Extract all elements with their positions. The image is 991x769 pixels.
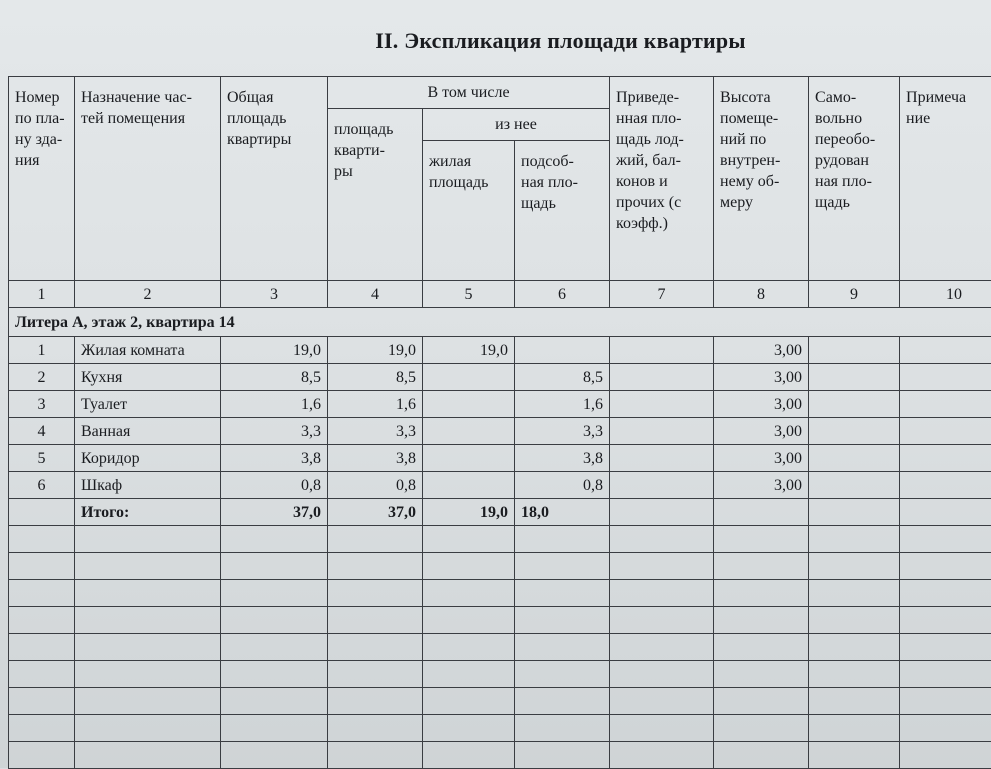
totals-apartment: 37,0 (328, 499, 423, 526)
header-living-area: жилая площадь (423, 141, 515, 281)
empty-row (9, 553, 991, 580)
totals-row (9, 499, 991, 526)
living-area (423, 472, 515, 499)
auxiliary-area: 3,8 (515, 445, 610, 472)
room-height: 3,00 (714, 364, 809, 391)
empty-row (9, 715, 991, 742)
living-area (423, 418, 515, 445)
row-number: 1 (9, 337, 75, 364)
header-plan-number: Номер по пла- ну зда- ния (9, 77, 75, 281)
auxiliary-area: 8,5 (515, 364, 610, 391)
apartment-area: 0,8 (328, 472, 423, 499)
room-height: 3,00 (714, 472, 809, 499)
totals-auxiliary: 18,0 (515, 499, 610, 526)
room-height: 3,00 (714, 391, 809, 418)
section-row (9, 308, 991, 337)
header-notes: Примеча ние (900, 77, 991, 281)
room-name: Туалет (75, 391, 221, 418)
room-name: Шкаф (75, 472, 221, 499)
unauthorized-area (809, 418, 900, 445)
totals-living: 19,0 (423, 499, 515, 526)
unauthorized-area (809, 337, 900, 364)
apartment-area: 3,3 (328, 418, 423, 445)
note (900, 337, 991, 364)
row-number: 6 (9, 472, 75, 499)
table-row (9, 364, 991, 391)
note (900, 364, 991, 391)
reduced-area (610, 391, 714, 418)
apartment-area: 1,6 (328, 391, 423, 418)
header-total-area: Общая площадь квартиры (221, 77, 328, 281)
total-area: 3,3 (221, 418, 328, 445)
note (900, 418, 991, 445)
header-apartment-area: площадь кварти- ры (328, 109, 423, 281)
header-reduced-area: Приведе- нная пло- щадь лод- жий, бал- конов и прочих (с коэфф.) (610, 77, 714, 281)
header-including: В том числе (328, 77, 610, 109)
totals-total: 37,0 (221, 499, 328, 526)
table-row (9, 472, 991, 499)
empty-row (9, 607, 991, 634)
room-name: Жилая комната (75, 337, 221, 364)
table-row (9, 391, 991, 418)
header-room-purpose: Назначение час- тей помещения (75, 77, 221, 281)
header-room-height: Высота помеще- ний по внутрен- нему об- меру (714, 77, 809, 281)
apartment-area: 8,5 (328, 364, 423, 391)
row-number: 5 (9, 445, 75, 472)
living-area (423, 364, 515, 391)
room-name: Кухня (75, 364, 221, 391)
auxiliary-area: 1,6 (515, 391, 610, 418)
row-number: 2 (9, 364, 75, 391)
total-area: 8,5 (221, 364, 328, 391)
empty-row (9, 742, 991, 769)
empty-row (9, 634, 991, 661)
apartment-area: 3,8 (328, 445, 423, 472)
room-height: 3,00 (714, 418, 809, 445)
reduced-area (610, 472, 714, 499)
table-row (9, 337, 991, 364)
unauthorized-area (809, 364, 900, 391)
reduced-area (610, 364, 714, 391)
section-label: Литера А, этаж 2, квартира 14 (9, 308, 991, 337)
room-height: 3,00 (714, 445, 809, 472)
note (900, 472, 991, 499)
living-area (423, 391, 515, 418)
row-number: 4 (9, 418, 75, 445)
room-height: 3,00 (714, 337, 809, 364)
auxiliary-area: 0,8 (515, 472, 610, 499)
page-title: II. Экспликация площади квартиры (0, 28, 991, 54)
living-area: 19,0 (423, 337, 515, 364)
reduced-area (610, 337, 714, 364)
unauthorized-area (809, 391, 900, 418)
total-area: 1,6 (221, 391, 328, 418)
empty-row (9, 688, 991, 715)
explication-table (8, 76, 991, 769)
unauthorized-area (809, 445, 900, 472)
total-area: 3,8 (221, 445, 328, 472)
empty-row (9, 661, 991, 688)
header-unauthorized-area: Само- вольно переобо- рудован ная пло- щадь (809, 77, 900, 281)
empty-row (9, 580, 991, 607)
header-of-which: из нее (423, 109, 610, 141)
column-numbers-row: 1 2 3 4 5 6 7 8 9 10 (9, 281, 991, 308)
reduced-area (610, 445, 714, 472)
table-row (9, 418, 991, 445)
note (900, 445, 991, 472)
row-number: 3 (9, 391, 75, 418)
auxiliary-area: 3,3 (515, 418, 610, 445)
unauthorized-area (809, 472, 900, 499)
totals-label: Итого: (75, 499, 221, 526)
reduced-area (610, 418, 714, 445)
living-area (423, 445, 515, 472)
empty-row (9, 526, 991, 553)
header-auxiliary-area: подсоб- ная пло- щадь (515, 141, 610, 281)
note (900, 391, 991, 418)
total-area: 0,8 (221, 472, 328, 499)
auxiliary-area (515, 337, 610, 364)
total-area: 19,0 (221, 337, 328, 364)
apartment-area: 19,0 (328, 337, 423, 364)
table-row (9, 445, 991, 472)
room-name: Ванная (75, 418, 221, 445)
room-name: Коридор (75, 445, 221, 472)
